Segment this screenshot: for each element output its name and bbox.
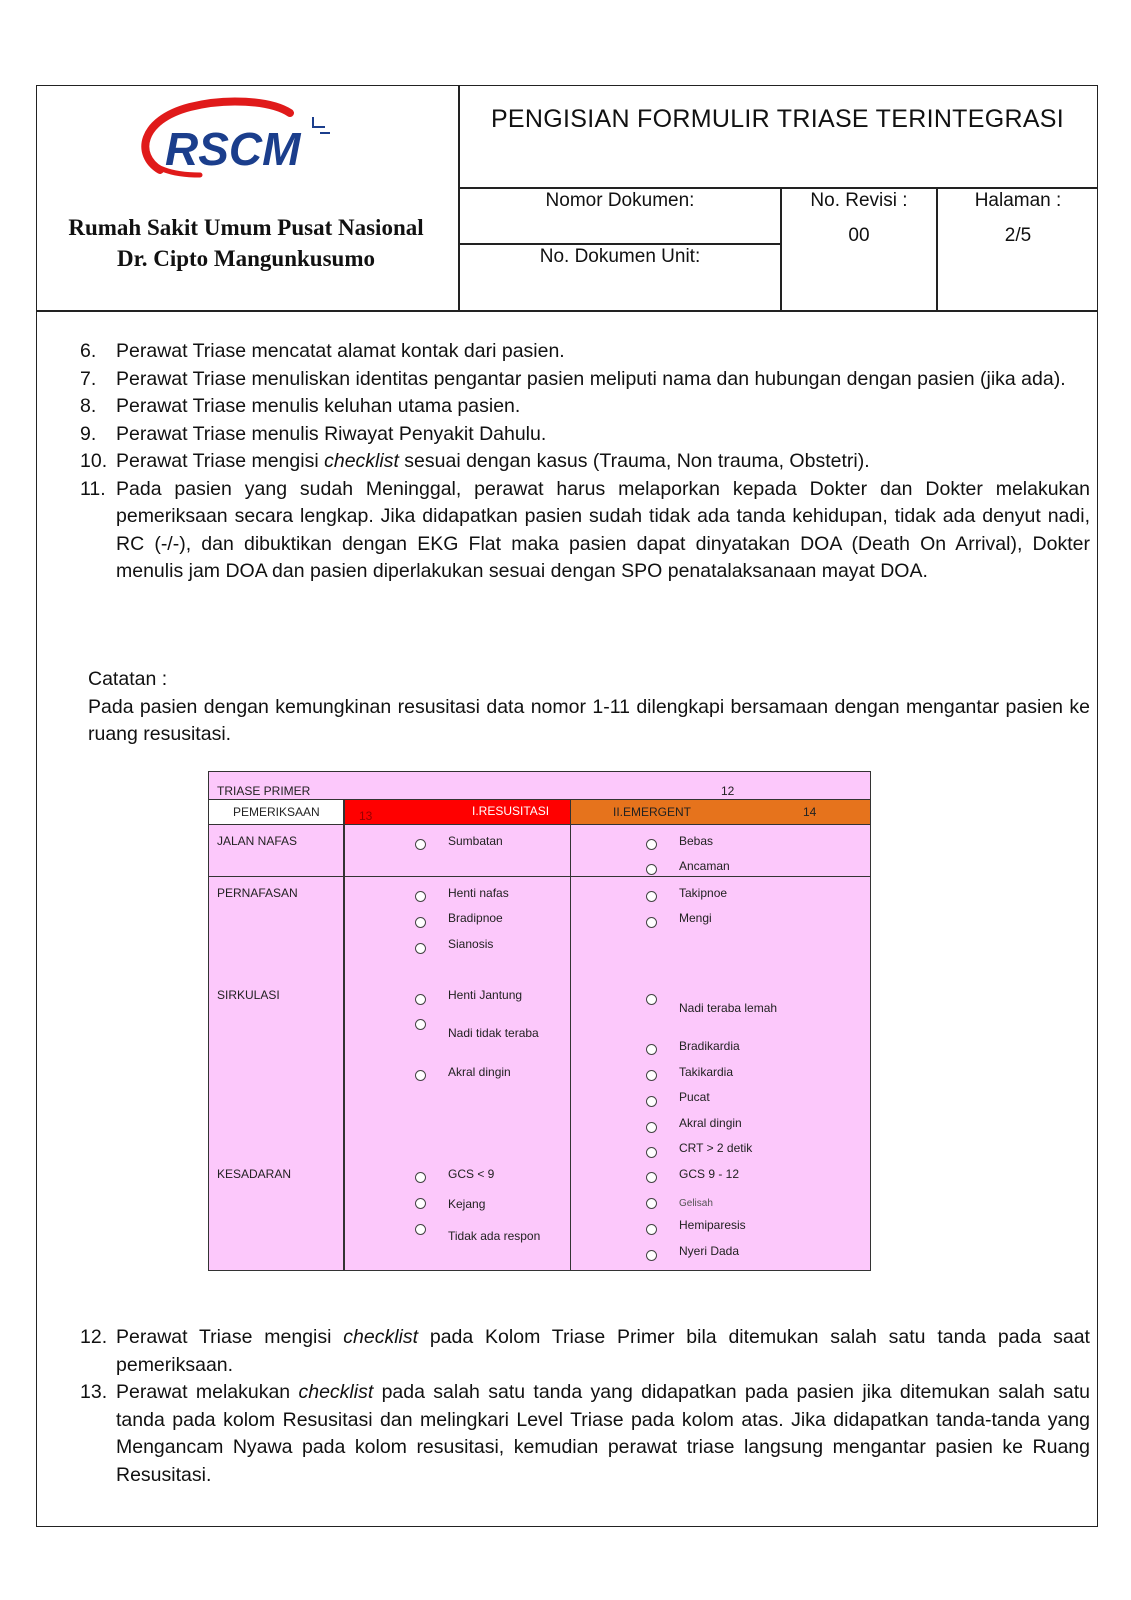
radio-bebas[interactable]: [646, 839, 657, 850]
radio-gcs-lt9[interactable]: [415, 1172, 426, 1183]
opt-ancaman: Ancaman: [679, 859, 730, 873]
row-sirkulasi: SIRKULASI: [217, 988, 280, 1002]
no-dokumen-unit-label: No. Dokumen Unit:: [539, 246, 701, 267]
procedure-list-bottom: [80, 1324, 1090, 1489]
opt-bradipnoe: Bradipnoe: [448, 911, 503, 925]
opt-henti-jantung: Henti Jantung: [448, 988, 523, 1002]
marker-14: 14: [803, 805, 817, 819]
header-divider: [36, 310, 1098, 312]
opt-gcs-9-12: GCS 9 - 12: [679, 1167, 740, 1181]
list-item: 13. Perawat melakukan checklist pada salah satu tanda yang didapatkan pada pasien jika ditemukan salah satu tanda pada kolom Resusitasi dan melingkari Level Triase pada kolom atas. Jika didapatkan tanda-tanda yang Mengancam Nyawa pada kolom resusitasi, kemudian perawat triase langsung mengantar pasien ke Ruang Resusitasi.: [80, 1381, 1090, 1486]
row-jalan-nafas: JALAN NAFAS: [217, 834, 298, 848]
header-hline-doc: [458, 243, 780, 245]
radio-gelisah[interactable]: [646, 1198, 657, 1209]
list-item: 6. Perawat Triase mencatat alamat kontak dari pasien.: [80, 340, 565, 362]
radio-takikardia[interactable]: [646, 1070, 657, 1081]
halaman-label: Halaman :: [974, 190, 1062, 211]
opt-akral-dingin-res: Akral dingin: [448, 1065, 511, 1079]
catatan-block: [88, 666, 1090, 749]
radio-mengi[interactable]: [646, 917, 657, 928]
opt-nadi-tidak-teraba: Nadi tidak teraba: [448, 1026, 539, 1040]
radio-akral-dingin-emg[interactable]: [646, 1122, 657, 1133]
opt-bradikardia: Bradikardia: [679, 1039, 740, 1053]
opt-mengi: Mengi: [679, 911, 712, 925]
radio-tidak-ada-respon[interactable]: [415, 1224, 426, 1235]
marker-12: 12: [721, 784, 735, 798]
halaman-value: 2/5: [1004, 225, 1032, 246]
radio-kejang[interactable]: [415, 1198, 426, 1209]
marker-13: 13: [359, 809, 373, 823]
radio-ancaman[interactable]: [646, 864, 657, 875]
hospital-line-1: Rumah Sakit Umum Pusat Nasional: [68, 215, 424, 240]
radio-crt[interactable]: [646, 1147, 657, 1158]
radio-pucat[interactable]: [646, 1096, 657, 1107]
col-emergent-header: II.EMERGENT 14: [571, 800, 870, 824]
triage-table: [208, 771, 871, 1271]
opt-gelisah: Gelisah: [679, 1198, 713, 1209]
row-pernafasan: PERNAFASAN: [217, 886, 298, 900]
radio-sumbatan[interactable]: [415, 839, 426, 850]
radio-bradipnoe[interactable]: [415, 917, 426, 928]
procedure-list-top: [80, 338, 1090, 586]
radio-henti-nafas[interactable]: [415, 891, 426, 902]
radio-nadi-teraba-lemah[interactable]: [646, 994, 657, 1005]
opt-crt: CRT > 2 detik: [679, 1141, 753, 1155]
list-item: 10. Perawat Triase mengisi checklist sesuai dengan kasus (Trauma, Non trauma, Obstetri).: [80, 450, 870, 472]
list-item: 12. Perawat Triase mengisi checklist pada Kolom Triase Primer bila ditemukan salah satu tanda pada saat pemeriksaan.: [80, 1326, 1090, 1376]
opt-bebas: Bebas: [679, 834, 714, 848]
opt-hemiparesis: Hemiparesis: [679, 1218, 746, 1232]
opt-akral-dingin-emg: Akral dingin: [679, 1116, 742, 1130]
radio-nadi-tidak-teraba[interactable]: [415, 1019, 426, 1030]
list-item: 8. Perawat Triase menulis keluhan utama pasien.: [80, 395, 521, 417]
radio-akral-dingin-res[interactable]: [415, 1070, 426, 1081]
col-resusitasi-header: 13 I.RESUSITASI: [344, 800, 570, 824]
opt-henti-nafas: Henti nafas: [448, 886, 509, 900]
radio-henti-jantung[interactable]: [415, 994, 426, 1005]
radio-hemiparesis[interactable]: [646, 1224, 657, 1235]
document-title: PENGISIAN FORMULIR TRIASE TERINTEGRASI: [490, 105, 1065, 133]
opt-takikardia: Takikardia: [679, 1065, 734, 1079]
opt-sianosis: Sianosis: [448, 937, 494, 951]
list-item: 9. Perawat Triase menulis Riwayat Penyakit Dahulu.: [80, 422, 547, 445]
no-revisi-label: No. Revisi :: [810, 190, 908, 211]
nomor-dokumen-label: Nomor Dokumen:: [545, 190, 695, 211]
header-hline-title: [458, 187, 1098, 189]
col-pemeriksaan-header: PEMERIKSAAN: [209, 800, 343, 824]
opt-nadi-teraba-lemah: Nadi teraba lemah: [679, 1001, 778, 1015]
radio-takipnoe[interactable]: [646, 891, 657, 902]
hospital-line-2: Dr. Cipto Mangunkusumo: [117, 246, 375, 271]
opt-nyeri-dada: Nyeri Dada: [679, 1244, 740, 1258]
row-kesadaran: KESADARAN: [217, 1167, 292, 1181]
opt-pucat: Pucat: [679, 1090, 710, 1104]
opt-takipnoe: Takipnoe: [679, 886, 728, 900]
opt-tidak-ada-respon: Tidak ada respon: [448, 1229, 541, 1243]
radio-bradikardia[interactable]: [646, 1044, 657, 1055]
opt-sumbatan: Sumbatan: [448, 834, 503, 848]
catatan-text: Pada pasien dengan kemungkinan resusitasi data nomor 1-11 dilengkapi bersamaan dengan mengantar pasien ke ruang resusitasi.: [88, 695, 1090, 745]
no-revisi-value: 00: [848, 225, 870, 246]
radio-nyeri-dada[interactable]: [646, 1250, 657, 1261]
list-item: 11. Pada pasien yang sudah Meninggal, perawat harus melaporkan kepada Dokter dan Dokter melakukan pemeriksaan secara lengkap. Jika didapatkan pasien sudah tidak ada tanda kehidupan, tidak ada denyut nadi, RC (-/-), dan dibuktikan dengan EKG Flat maka pasien dapat dinyatakan DOA (Death On Arrival), Dokter menulis jam DOA dan pasien diperlakukan sesuai dengan SPO penatalaksanaan mayat DOA.: [80, 477, 1090, 582]
list-item: 7. Perawat Triase menuliskan identitas pengantar pasien meliputi nama dan hubungan dengan pasien (jika ada).: [80, 367, 1066, 390]
radio-sianosis[interactable]: [415, 943, 426, 954]
rscm-logo: [130, 95, 345, 190]
logo-text: RSCM: [165, 123, 301, 175]
triage-title: TRIASE PRIMER: [217, 784, 311, 798]
opt-kejang: Kejang: [448, 1197, 486, 1211]
radio-gcs-9-12[interactable]: [646, 1172, 657, 1183]
catatan-label: Catatan :: [88, 668, 168, 690]
hospital-name: [36, 212, 456, 274]
opt-gcs-lt9: GCS < 9: [448, 1167, 495, 1181]
